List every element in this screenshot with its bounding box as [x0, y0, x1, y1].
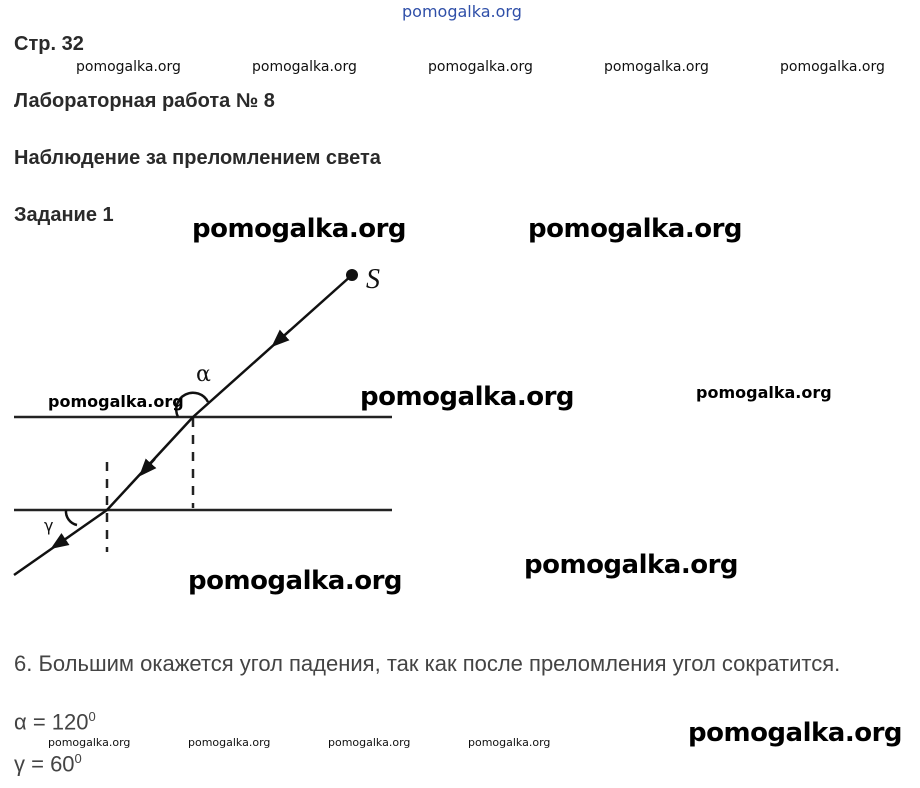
watermark-text: pomogalka.org — [780, 59, 885, 75]
alpha-value — [14, 709, 96, 735]
emergent-ray-arrow — [58, 536, 70, 544]
incident-ray-arrow — [278, 330, 290, 341]
source-label: S — [366, 264, 380, 295]
watermark-text: pomogalka.org — [524, 550, 739, 580]
refracted-ray-arrow — [145, 459, 155, 470]
watermark-text: pomogalka.org — [696, 383, 832, 402]
page-number: Стр. 32 — [14, 33, 84, 55]
lab-title: Лабораторная работа № 8 — [14, 90, 275, 112]
lab-subtitle: Наблюдение за преломлением света — [14, 147, 381, 169]
alpha-value-text: α = 120 — [14, 709, 89, 735]
answer-text: 6. Большим окажется угол падения, так как после преломления угол сократится. — [14, 651, 841, 676]
watermark-text: pomogalka.org — [76, 59, 181, 75]
watermark-text: pomogalka.org — [188, 736, 271, 749]
light-source-point — [346, 269, 358, 281]
watermark-text: pomogalka.org — [328, 736, 411, 749]
watermark-text: pomogalka.org — [468, 736, 551, 749]
alpha-label: α — [196, 362, 211, 387]
watermark-text: pomogalka.org — [188, 566, 403, 596]
gamma-label: γ — [44, 516, 54, 535]
gamma-value — [14, 751, 82, 777]
alpha-degree: 0 — [88, 709, 96, 724]
watermark-text: pomogalka.org — [604, 59, 709, 75]
watermark-text: pomogalka.org — [48, 392, 184, 411]
watermark-text: pomogalka.org — [48, 736, 131, 749]
refraction-diagram — [0, 250, 440, 590]
incident-ray — [193, 275, 352, 417]
gamma-value-text: γ = 60 — [14, 751, 75, 777]
watermark-text: pomogalka.org — [688, 718, 903, 748]
top-watermark: pomogalka.org — [402, 2, 522, 21]
gamma-angle-arc — [66, 510, 77, 525]
watermark-text: pomogalka.org — [360, 382, 575, 412]
watermark-text: pomogalka.org — [428, 59, 533, 75]
task-heading: Задание 1 — [14, 204, 114, 226]
gamma-degree: 0 — [74, 751, 82, 766]
watermark-text: pomogalka.org — [528, 214, 743, 244]
watermark-text: pomogalka.org — [192, 214, 407, 244]
watermark-text: pomogalka.org — [252, 59, 357, 75]
